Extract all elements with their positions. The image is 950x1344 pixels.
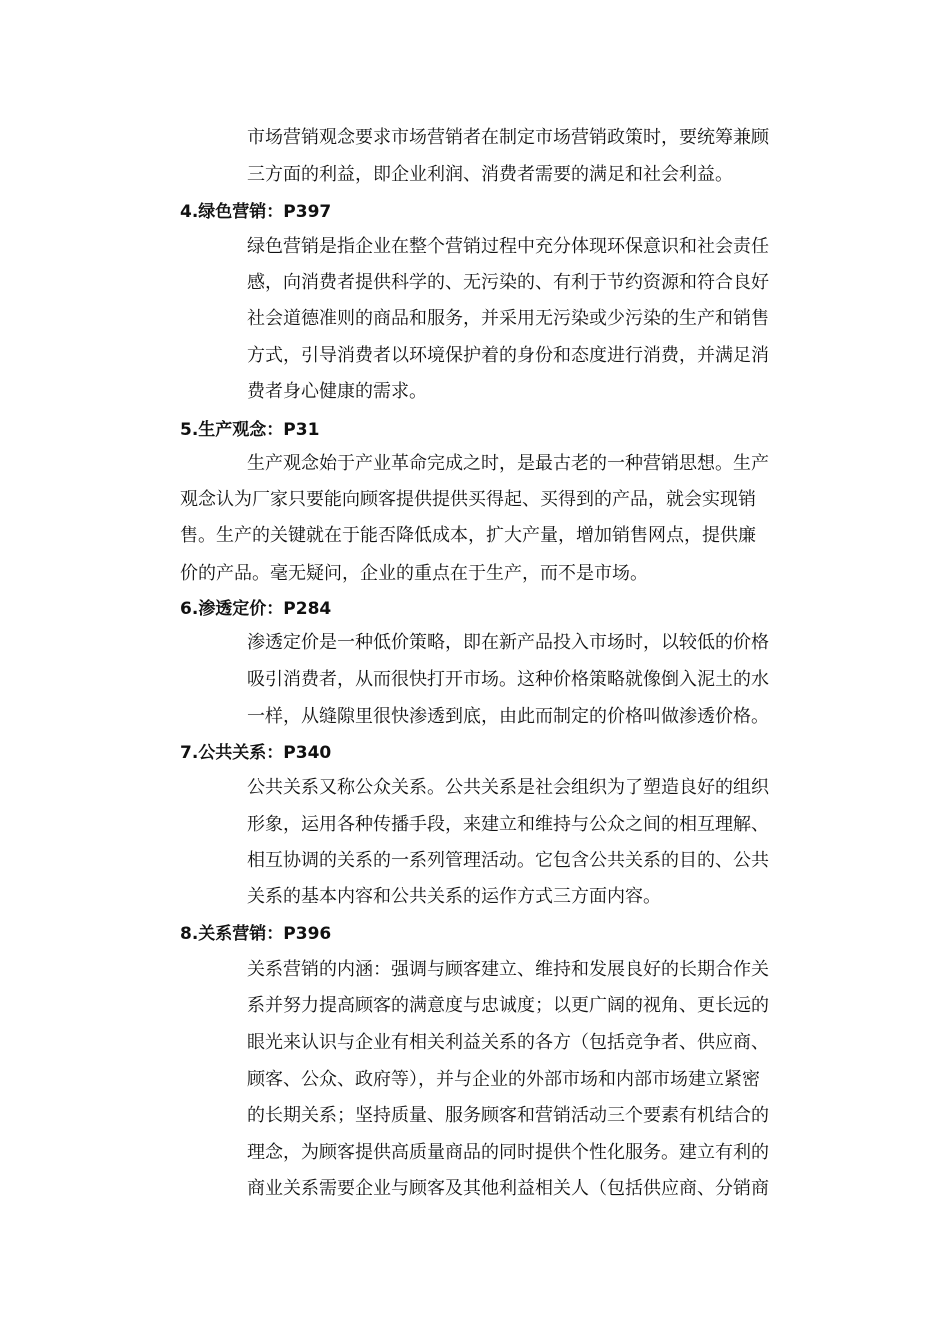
section-6-line-1: 渗透定价是一种低价策略，即在新产品投入市场时，以较低的价格 <box>247 632 769 653</box>
section-4-line-1: 绿色营销是指企业在整个营销过程中充分体现环保意识和社会责任 <box>247 236 769 257</box>
section-7-line-2: 形象，运用各种传播手段，来建立和维持与公众之间的相互理解、 <box>247 814 769 835</box>
section-7-line-3: 相互协调的关系的一系列管理活动。它包含公共关系的目的、公共 <box>247 850 769 871</box>
section-7-line-4: 关系的基本内容和公共关系的运作方式三方面内容。 <box>247 886 661 907</box>
section-8-line-2: 系并努力提高顾客的满意度与忠诚度；以更广阔的视角、更长远的 <box>247 995 769 1016</box>
section-4-line-3: 社会道德准则的商品和服务，并采用无污染或少污染的生产和销售 <box>247 308 769 329</box>
section-8-line-3: 眼光来认识与企业有相关利益关系的各方（包括竞争者、供应商、 <box>247 1032 769 1053</box>
section-5-line-4: 价的产品。毫无疑问，企业的重点在于生产，而不是市场。 <box>180 563 648 584</box>
section-8-line-5: 的长期关系；坚持质量、服务顾客和营销活动三个要素有机结合的 <box>247 1105 769 1126</box>
section-5-line-3: 售。生产的关键就在于能否降低成本，扩大产量，增加销售网点，提供廉 <box>180 525 756 546</box>
section-heading-relationship-marketing: 8.关系营销：P396 <box>180 924 332 944</box>
section-8-line-1: 关系营销的内涵：强调与顾客建立、维持和发展良好的长期合作关 <box>247 959 769 980</box>
section-heading-public-relations: 7.公共关系：P340 <box>180 743 332 763</box>
intro-line-1: 市场营销观念要求市场营销者在制定市场营销政策时，要统筹兼顾 <box>247 127 769 148</box>
intro-line-2: 三方面的利益，即企业利润、消费者需要的满足和社会利益。 <box>247 164 733 185</box>
section-6-line-3: 一样，从缝隙里很快渗透到底，由此而制定的价格叫做渗透价格。 <box>247 706 769 727</box>
section-8-line-6: 理念，为顾客提供高质量商品的同时提供个性化服务。建立有利的 <box>247 1142 769 1163</box>
section-heading-green-marketing: 4.绿色营销：P397 <box>180 202 332 222</box>
section-heading-penetration-pricing: 6.渗透定价：P284 <box>180 599 332 619</box>
section-8-line-4: 顾客、公众、政府等），并与企业的外部市场和内部市场建立紧密 <box>247 1069 760 1090</box>
section-4-line-4: 方式，引导消费者以环境保护着的身份和态度进行消费，并满足消 <box>247 345 769 366</box>
section-4-line-2: 感，向消费者提供科学的、无污染的、有利于节约资源和符合良好 <box>247 272 769 293</box>
section-7-line-1: 公共关系又称公众关系。公共关系是社会组织为了塑造良好的组织 <box>247 777 769 798</box>
section-6-line-2: 吸引消费者，从而很快打开市场。这种价格策略就像倒入泥土的水 <box>247 669 769 690</box>
section-4-line-5: 费者身心健康的需求。 <box>247 381 427 402</box>
section-8-line-7: 商业关系需要企业与顾客及其他利益相关人（包括供应商、分销商 <box>247 1178 769 1199</box>
section-5-line-1: 生产观念始于产业革命完成之时，是最古老的一种营销思想。生产 <box>247 453 769 474</box>
section-5-line-2: 观念认为厂家只要能向顾客提供提供买得起、买得到的产品，就会实现销 <box>180 489 756 510</box>
section-heading-production-concept: 5.生产观念：P31 <box>180 420 320 440</box>
